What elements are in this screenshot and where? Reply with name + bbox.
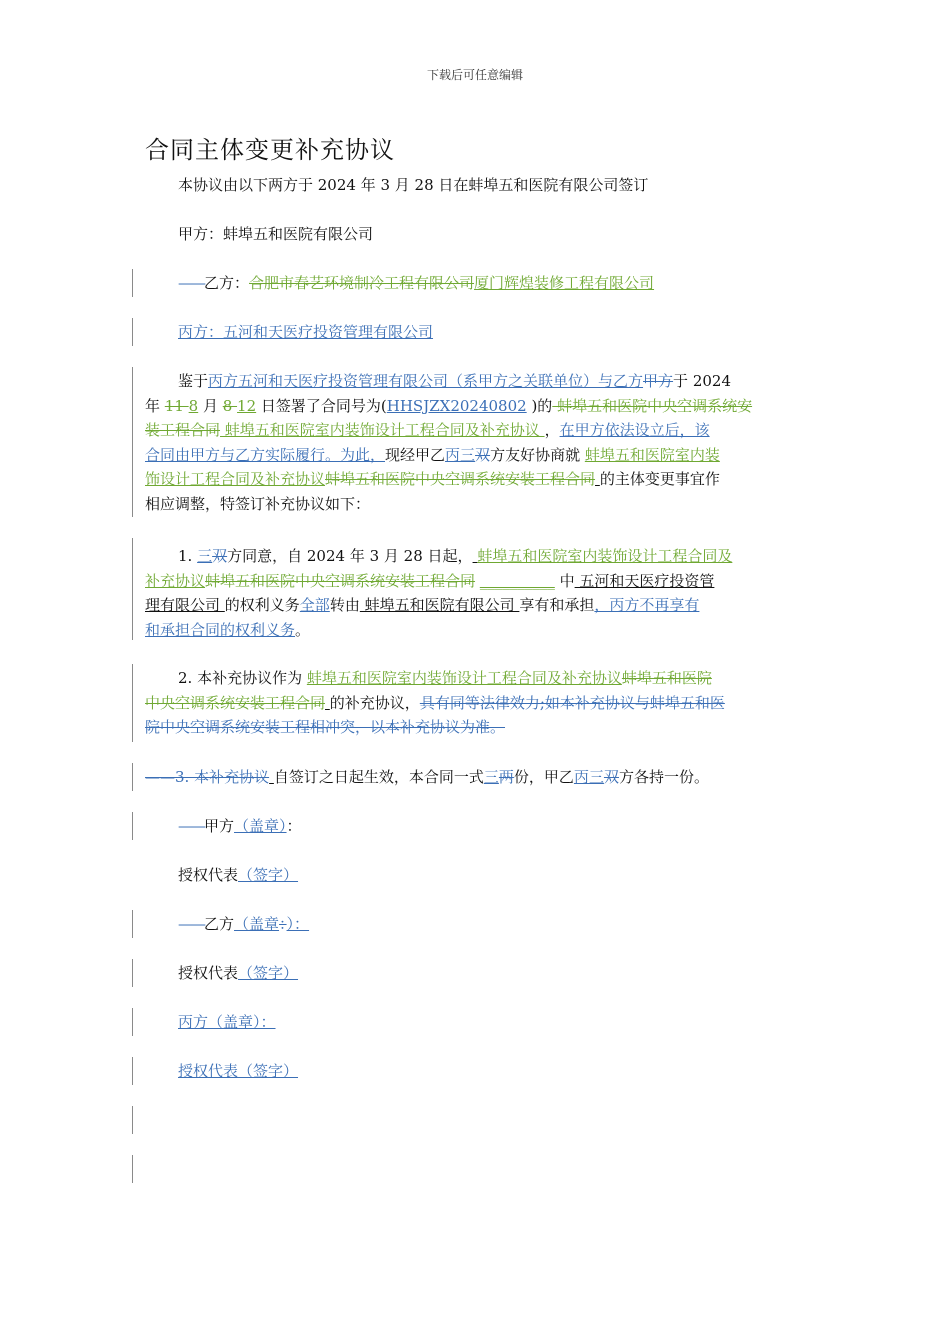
- sign-party-a: ——甲方（盖章）：: [178, 817, 302, 835]
- change-bar: [132, 318, 133, 346]
- inserted-party-c: 丙方：五河和天医疗投资管理有限公司: [178, 323, 434, 341]
- sign-party-b: ——乙方（盖章：）：: [178, 915, 310, 933]
- change-bar: [132, 959, 133, 987]
- change-bar: [132, 269, 133, 297]
- signature-placeholder: （签字）: [238, 964, 299, 982]
- sign-party-a-rep: 授权代表（签字）: [178, 866, 299, 884]
- change-bar: [132, 664, 133, 742]
- party-c-line: [145, 320, 805, 345]
- party-b-label: 乙方：: [204, 274, 250, 292]
- document-title: 合同主体变更补充协议: [145, 136, 395, 164]
- seal-placeholder: （盖章）: [234, 817, 287, 835]
- change-bar: [132, 1106, 133, 1134]
- whereas-paragraph: 鉴于丙方五河和天医疗投资管理有限公司（系甲方之关联单位）与乙方甲方于 2024 年 11 8 月 8 12 日签署了合同号为(HHSJZX20240802 )的 蚌埠五和医院中央空调系统安 装工程合同 蚌埠五和医院室内装饰设计工程合同及补充协议 ，在甲方依法设立后，该 合同由甲方与乙方实际履行。为此，现经甲乙丙三双方友好协商就 蚌埠五和医院室内装 饰设计工程合同及补充协议蚌埠五和医院中央空调系统安装工程合同 的主体变更事宜作 相应调整，特签订补充协议如下：: [145, 372, 753, 513]
- clause-3: ——3. 本补充协议 自签订之日起生效，本合同一式三两份，甲乙丙三双方各持一份。: [145, 768, 709, 786]
- clause-1: 1. 三双方同意，自 2024 年 3 月 28 日起， 蚌埠五和医院室内装饰设计工程合同及 补充协议蚌埠五和医院中央空调系统安装工程合同 __________ 中 五河和天医疗投资管 理有限公司 的权利义务全部转由 蚌埠五和医院有限公司 享有和承担，丙方不再享有 和承担合同的权利义务。: [145, 547, 733, 639]
- change-bar: [132, 367, 133, 517]
- clause-2: 2. 本补充协议作为 蚌埠五和医院室内装饰设计工程合同及补充协议蚌埠五和医院 中央空调系统安装工程合同 的补充协议，具有同等法律效力;如本补充协议与蚌埠五和医 院中央空调系统安装工程相冲突，以本补充协议为准。: [145, 669, 725, 736]
- deleted-party-b-name: 合肥市春艺环境制冷工程有限公司: [249, 274, 475, 292]
- header-note: 下载后可任意编辑: [426, 68, 523, 82]
- sign-party-b-rep: 授权代表（签字）: [178, 964, 299, 982]
- change-bar: [132, 1057, 133, 1085]
- inserted-party-b-name: 厦门辉煌装修工程有限公司: [474, 274, 655, 292]
- change-bar: [132, 763, 133, 791]
- change-bar: [132, 812, 133, 840]
- change-bar: [132, 1155, 133, 1183]
- party-b-line: [145, 271, 805, 296]
- signature-placeholder: （签字）: [238, 866, 299, 884]
- change-bar: [132, 910, 133, 938]
- change-bar: [132, 1008, 133, 1036]
- party-a-line: 甲方：蚌埠五和医院有限公司: [178, 225, 374, 243]
- sign-party-c-rep: 授权代表（签字）: [178, 1062, 299, 1080]
- sign-party-c: 丙方（盖章）：: [178, 1013, 276, 1031]
- deleted-dash: ——: [178, 274, 204, 292]
- change-bar: [132, 538, 133, 640]
- intro-paragraph: 本协议由以下两方于 2024 年 3 月 28 日在蚌埠五和医院有限公司签订: [178, 176, 649, 194]
